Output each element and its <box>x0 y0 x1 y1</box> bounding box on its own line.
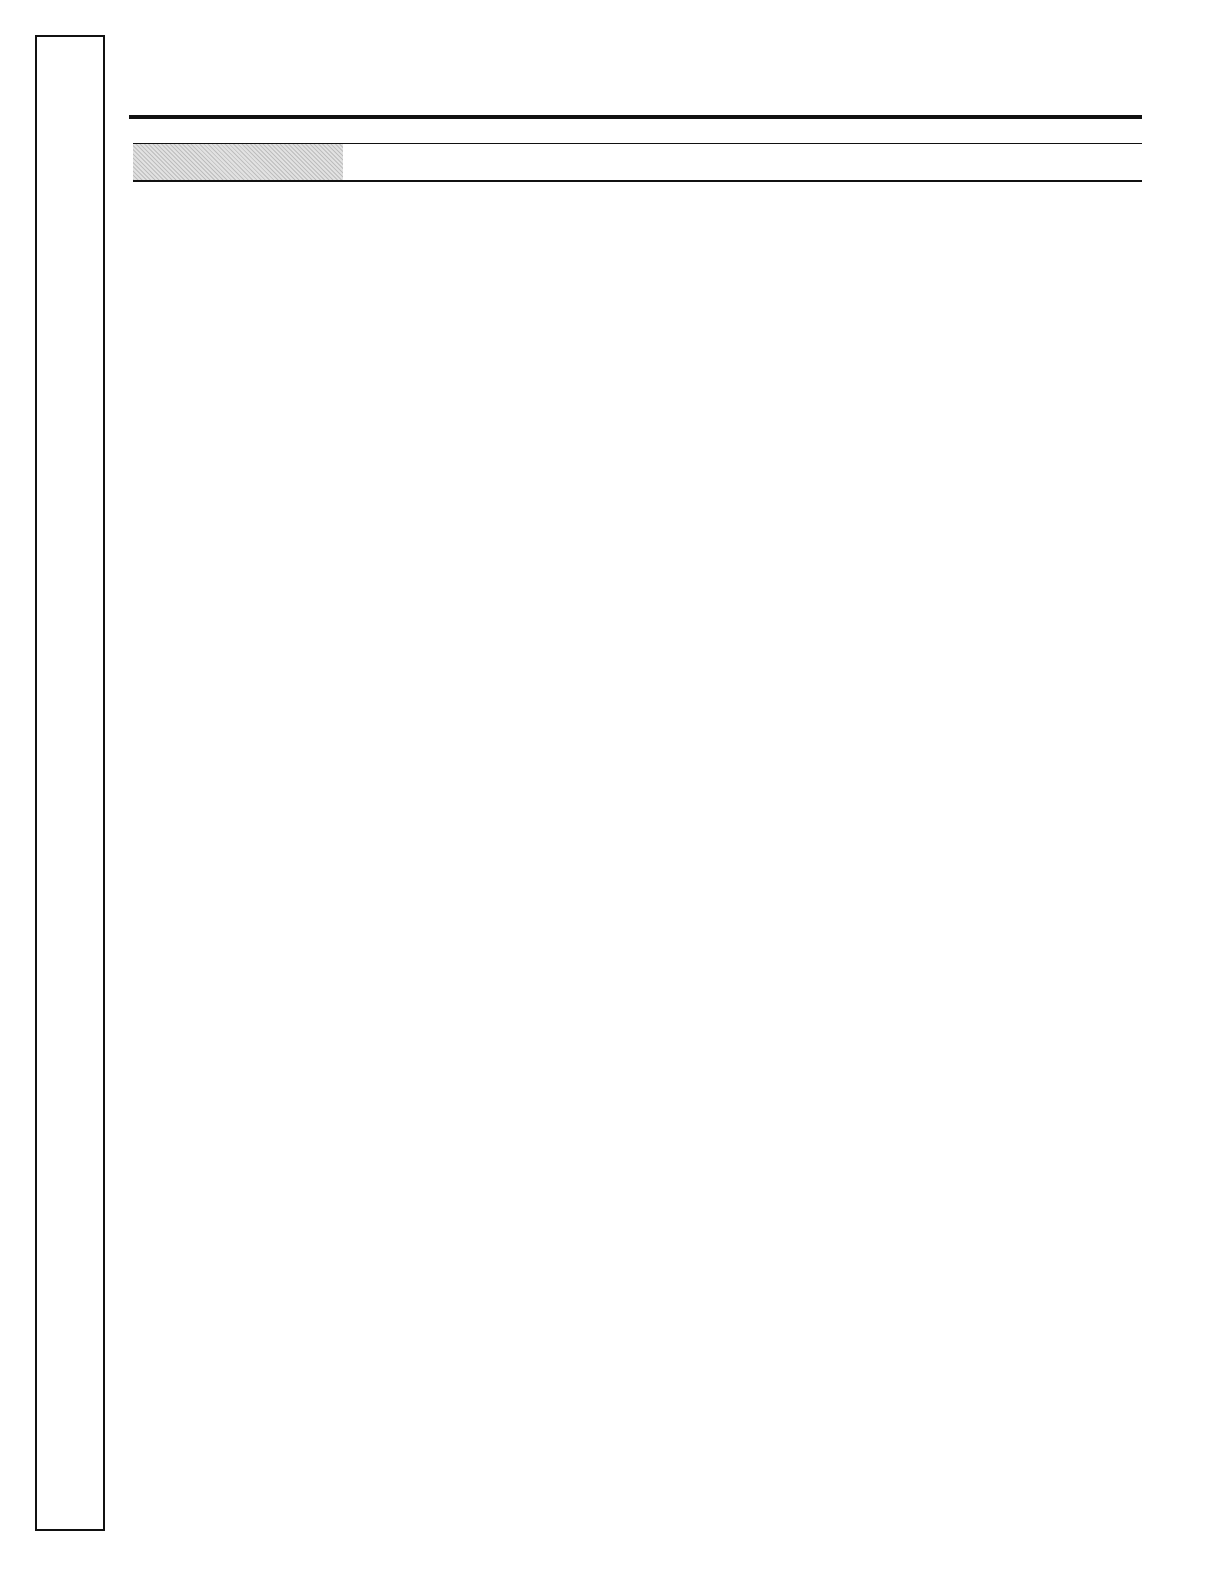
table-header <box>133 143 1142 182</box>
column-header-problem <box>133 144 343 180</box>
section-sidebar <box>35 35 105 1531</box>
troubleshooting-table <box>133 143 1142 182</box>
title-rule <box>129 115 1142 119</box>
